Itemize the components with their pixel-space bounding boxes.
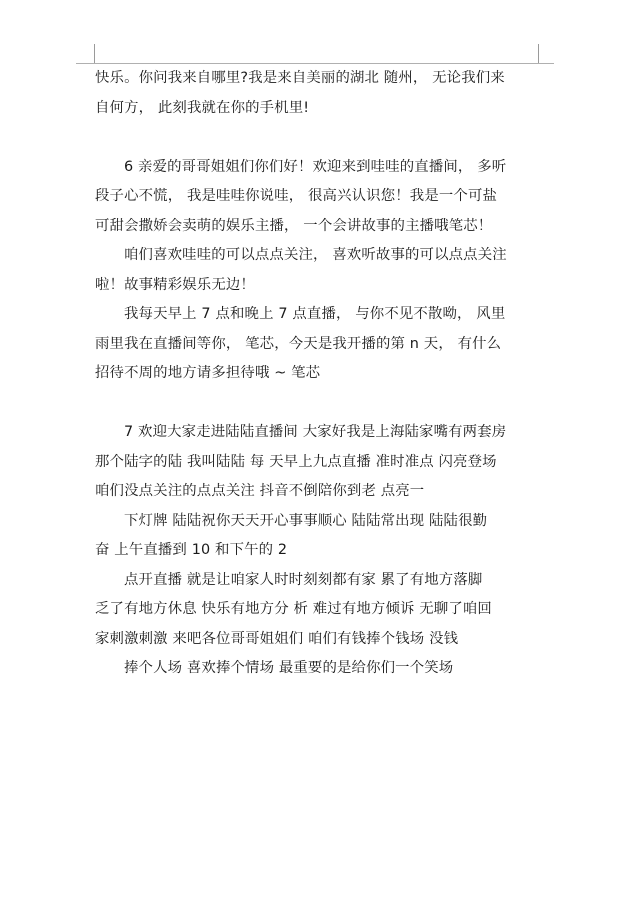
- text-line: 快乐。你问我来自哪里?我是来自美丽的湖北 随州， 无论我们来: [95, 70, 505, 86]
- text-line: 7 欢迎大家走进陆陆直播间 大家好我是上海陆家嘴有两套房: [124, 424, 507, 440]
- text-line: 我每天早上 7 点和晚上 7 点直播， 与你不见不散呦， 风里: [124, 306, 506, 322]
- page-corner-mark-right: [538, 44, 539, 64]
- text-line: 段子心不慌， 我是哇哇你说哇， 很高兴认识您！我是一个可盐: [95, 188, 498, 204]
- blank-line: [95, 389, 543, 419]
- text-line: 6 亲爱的哥哥姐姐们你们好！欢迎来到哇哇的直播间， 多听: [124, 158, 507, 175]
- text-line: 下灯牌 陆陆祝你天天开心事事顺心 陆陆常出现 陆陆很勤: [124, 512, 488, 529]
- text-line: 咱们喜欢哇哇的可以点点关注， 喜欢听故事的可以点点关注: [124, 247, 507, 263]
- text-line: 招待不周的地方请多担待哦 ~ 笔芯: [95, 365, 321, 381]
- text-line: 捧个人场 喜欢捧个情场 最重要的是给你们一个笑场: [124, 660, 454, 676]
- page-corner-mark-left: [94, 44, 95, 64]
- text-line: 可甜会撒娇会卖萌的娱乐主播， 一个会讲故事的主播哦笔芯！: [95, 217, 493, 234]
- text-line: 咱们没点关注的点点关注 抖音不倒陪你到老 点亮一: [95, 483, 425, 499]
- text-line: 点开直播 就是让咱家人时时刻刻都有家 累了有地方落脚: [124, 571, 483, 588]
- text-line: 那个陆字的陆 我叫陆陆 每 天早上九点直播 准时准点 闪亮登场: [95, 453, 497, 470]
- document-body: [95, 64, 543, 684]
- text-line: 奋 上午直播到 10 和下午的 2: [95, 542, 288, 558]
- text-line: 啦！故事精彩娱乐无边！: [95, 276, 255, 293]
- blank-line: [95, 123, 543, 153]
- text-line: 家刺激刺激 来吧各位哥哥姐姐们 咱们有钱捧个钱场 没钱: [95, 630, 459, 647]
- text-line: 自何方， 此刻我就在你的手机里!: [95, 99, 310, 116]
- text-line: 乏了有地方休息 快乐有地方分 析 难过有地方倾诉 无聊了咱回: [95, 601, 492, 617]
- text-line: 雨里我在直播间等你， 笔芯，今天是我开播的第 n 天， 有什么: [95, 335, 502, 352]
